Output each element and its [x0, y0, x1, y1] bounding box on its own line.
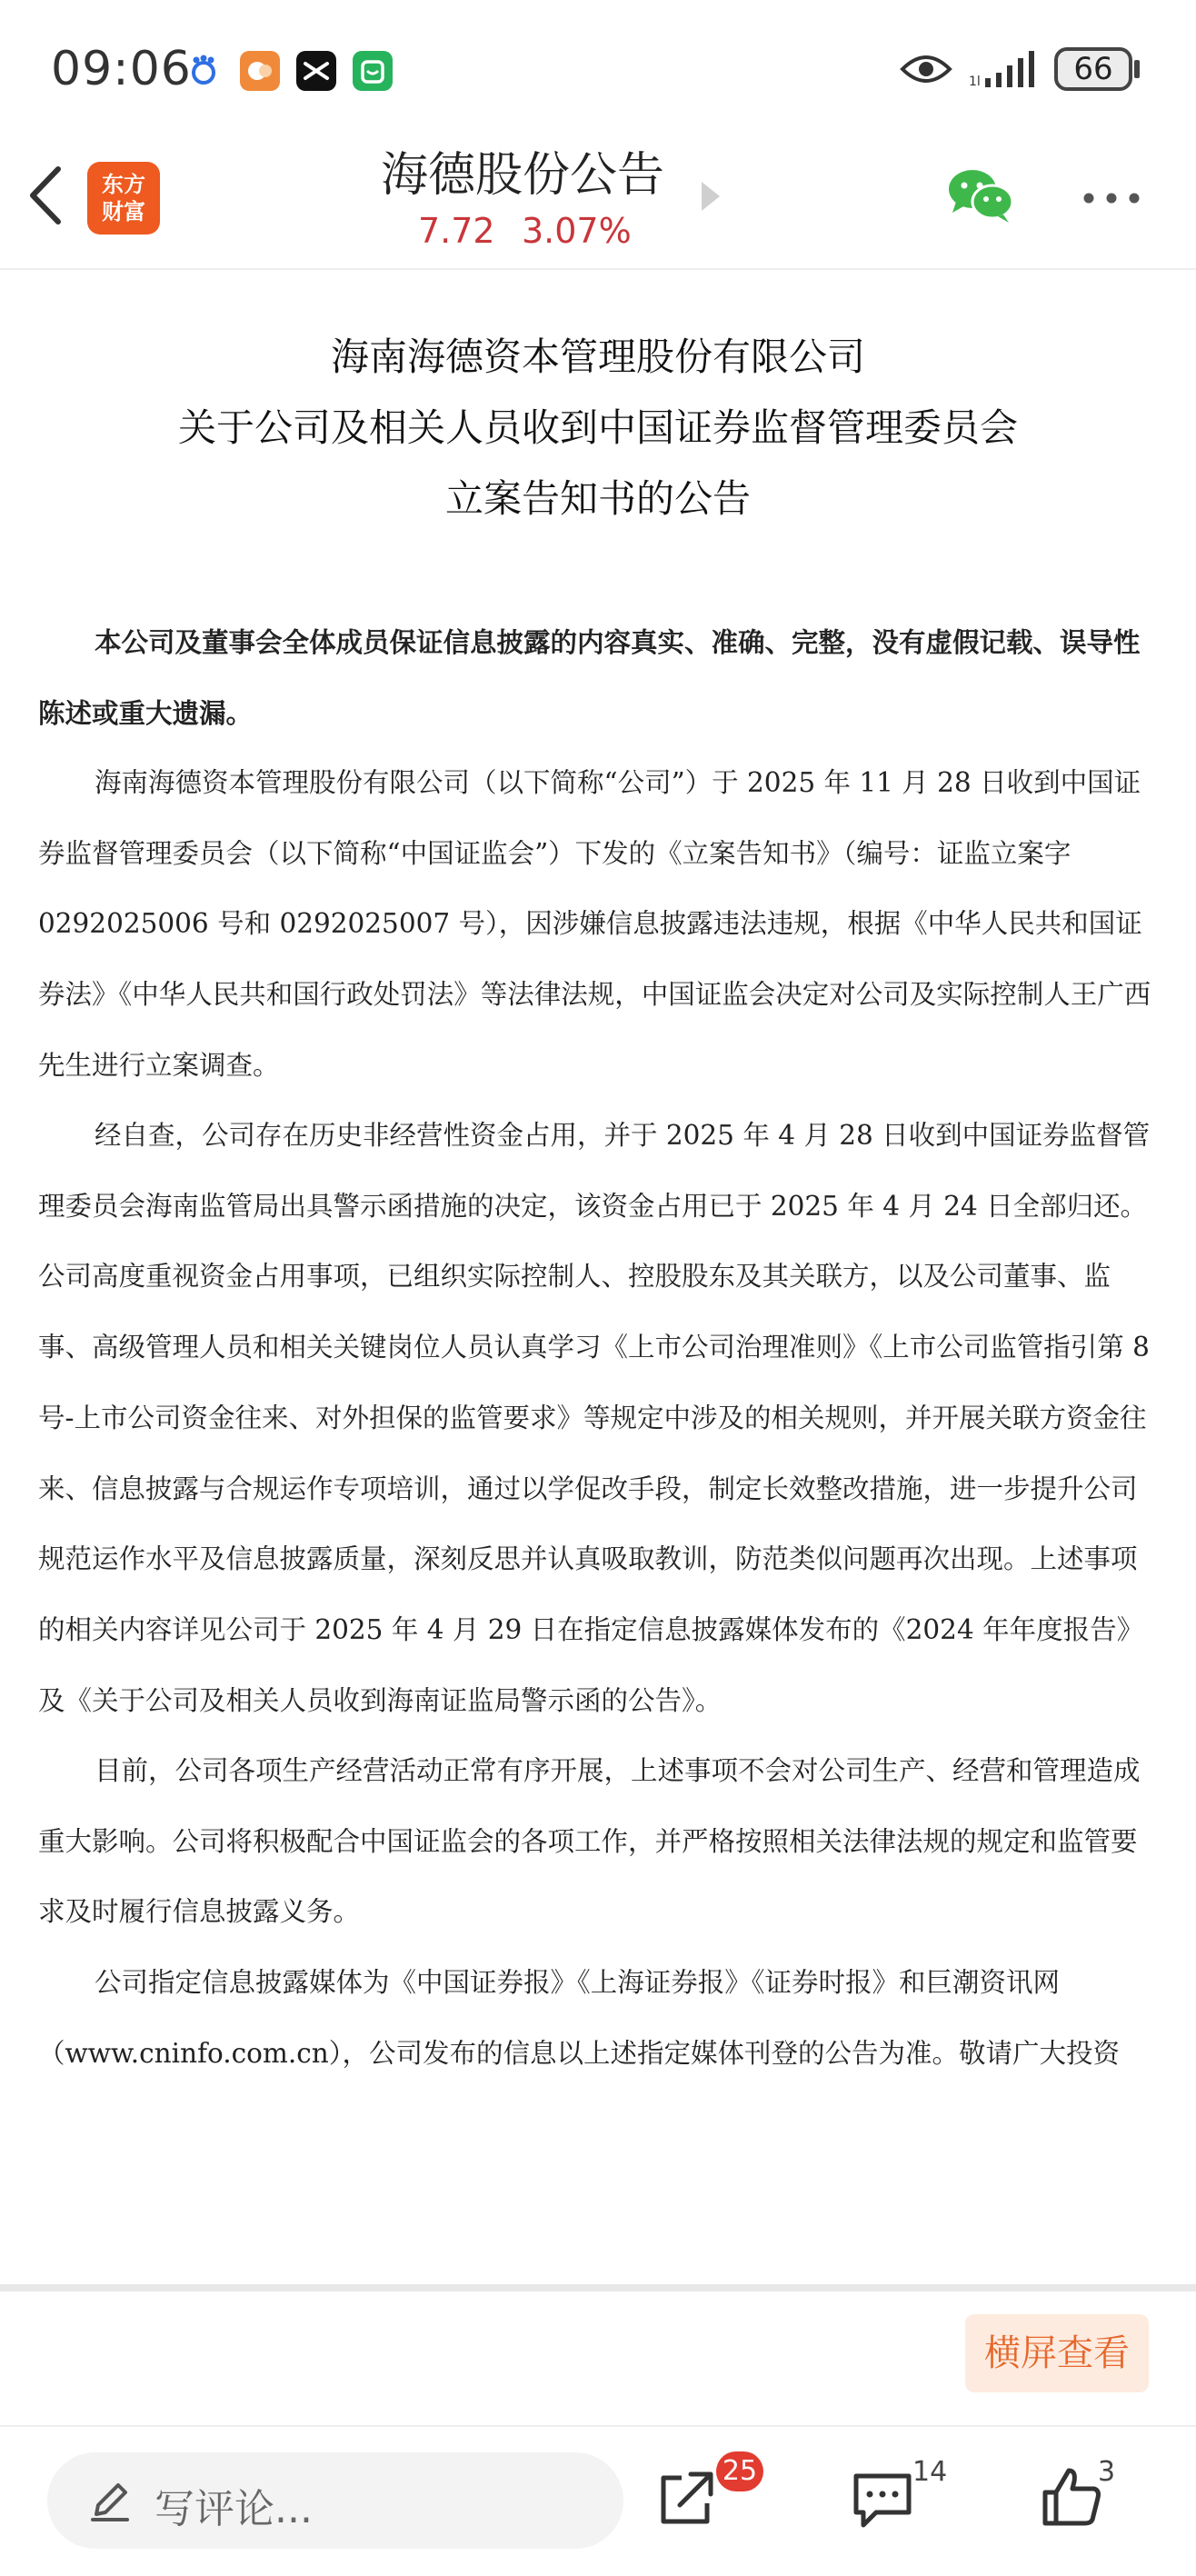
- back-button[interactable]: [24, 164, 69, 227]
- doc-paragraph: 海南海德资本管理股份有限公司（以下简称“公司”）于 2025 年 11 月 28 日收到中国证券监督管理委员会（以下简称“中国证监会”）下发的《立案告知书》（编号：证监立案字 0292025006 号和 0292025007 号），因涉嫌信息披露违法违规，根据《中华人民共和国证券法》《中华人民共和国行政处罚法》等法律法规，中国证监会决定对公司及实际控制人王广西先生进行立案调查。: [38, 767, 1151, 1081]
- doc-title-line-2: 关于公司及相关人员收到中国证券监督管理委员会: [177, 405, 1018, 450]
- comments-button[interactable]: [851, 2471, 914, 2534]
- comment-input[interactable]: [47, 2452, 623, 2549]
- doc-paragraph: 经自查，公司存在历史非经营性资金占用，并于 2025 年 4 月 28 日收到中国证券监督管理委员会海南监管局出具警示函措施的决定，该资金占用已于 2025 年 4 月 24 日全部归还。公司高度重视资金占用事项，已组织实际控制人、控股股东及其关联方，以及公司董事、监事、高级管理人员和相关关键岗位人员认真学习《上市公司治理准则》《上市公司监管指引第 8 号-上市公司资金往来、对外担保的监管要求》等规定中涉及的相关规则，并开展关联方资金往来、信息披露与合规运作专项培训，通过以学促改手段，制定长效整改措施，进一步提升公司规范运作水平及信息披露质量，深刻反思并认真吸取教训，防范类似问题再次出现。上述事项的相关内容详见公司于 2025 年 4 月 29 日在指定信息披露媒体发布的《2024 年年度报告》及《关于公司及相关人员收到海南证监局警示函的公告》。: [38, 1120, 1151, 1716]
- doc-title-line-3: 立案告知书的公告: [444, 476, 751, 521]
- share-count-badge: 25: [716, 2451, 763, 2491]
- green-app-icon: [353, 51, 393, 91]
- stock-price: 7.72: [418, 211, 495, 251]
- pencil-icon: [87, 2478, 133, 2527]
- comment-placeholder[interactable]: 写评论...: [154, 2486, 313, 2532]
- comment-bubble-icon: [851, 2471, 914, 2531]
- stock-change-percent: 3.07%: [522, 211, 632, 251]
- logo-line-2: 财富: [102, 199, 145, 225]
- baidu-app-icon: [184, 51, 224, 91]
- eye-icon: [900, 51, 952, 91]
- share-icon: [654, 2467, 718, 2531]
- signal-icon: [969, 49, 1042, 93]
- svg-text:1l: 1l: [969, 75, 981, 89]
- logo-line-1: 东方: [102, 172, 145, 197]
- doc-paragraph: 目前，公司各项生产经营活动正常有序开展，上述事项不会对公司生产、经营和管理造成重大影响。公司将积极配合中国证监会的各项工作，并严格按照相关法律法规的规定和监管要求及时履行信息披露义务。: [38, 1755, 1141, 1928]
- wechat-icon: [945, 165, 1018, 225]
- like-count: 3: [1098, 2456, 1116, 2488]
- doc-paragraph: 本公司及董事会全体成员保证信息披露的内容真实、准确、完整，没有虚假记载、误导性陈述或重大遗漏。: [38, 626, 1141, 729]
- doc-title-line-1: 海南海德资本管理股份有限公司: [330, 334, 865, 379]
- like-button[interactable]: [1040, 2465, 1103, 2532]
- capcut-app-icon: [296, 51, 336, 91]
- comment-count: 14: [912, 2456, 948, 2488]
- battery-level: 66: [1073, 51, 1113, 87]
- page-title: 海德股份公告: [380, 148, 664, 203]
- more-button[interactable]: [1081, 191, 1141, 209]
- wechat-share-button[interactable]: [945, 165, 1018, 229]
- battery-tip: [1134, 60, 1140, 78]
- battery-icon: [1054, 47, 1132, 91]
- doc-paragraph: 公司指定信息披露媒体为《中国证券报》《上海证券报》《证券时报》和巨潮资讯网（www.cninfo.com.cn），公司发布的信息以上述指定媒体刊登的公告为准。敬请广大投资: [38, 1967, 1121, 2069]
- status-clock: 09:06: [51, 42, 192, 96]
- chevron-left-icon: [24, 164, 69, 227]
- content-divider: [0, 2284, 1196, 2291]
- bubble-app-icon: [240, 51, 280, 91]
- more-dots-icon: [1081, 191, 1141, 205]
- eastmoney-logo: [87, 162, 160, 235]
- play-arrow-icon[interactable]: [698, 178, 723, 218]
- thumbs-up-icon: [1040, 2465, 1103, 2529]
- share-button[interactable]: [654, 2467, 718, 2534]
- landscape-view-button[interactable]: 横屏查看: [965, 2314, 1149, 2392]
